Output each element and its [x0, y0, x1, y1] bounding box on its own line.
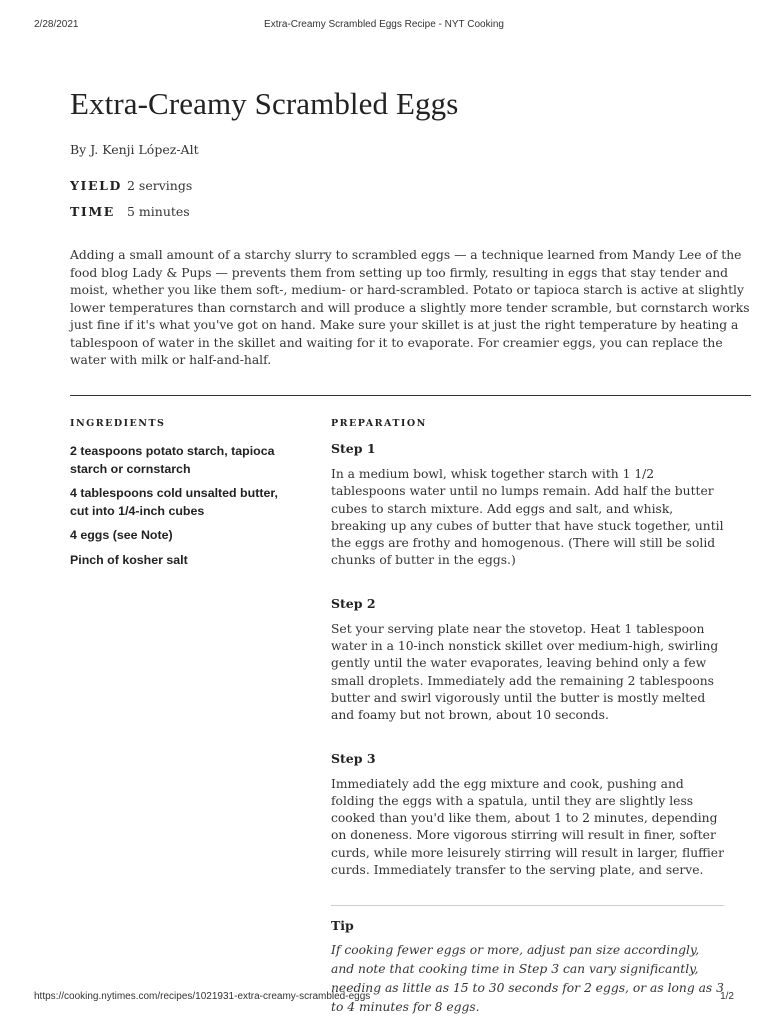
- recipe-byline: By J. Kenji López-Alt: [70, 142, 199, 157]
- step-3: [331, 751, 724, 880]
- step-text: Set your serving plate near the stovetop. Heat 1 tablespoon water in a 10-inch nonstick skillet over medium-high, swirling gently until the water evaporates, leaving behind only a few small droplets. Immediately add the remaining 2 tablespoons butter and swirl vigorously until the butter is mostly melted and foamy but not brown, about 10 seconds.: [331, 621, 719, 723]
- ingredient-item: 4 eggs (see Note): [70, 528, 173, 542]
- yield-label: YIELD: [70, 178, 122, 193]
- preparation-heading: PREPARATION: [331, 418, 427, 429]
- recipe-meta: [70, 178, 751, 230]
- step-title: Step 1: [331, 441, 376, 456]
- ingredient-item: Pinch of kosher salt: [70, 552, 188, 567]
- preparation-column: [331, 418, 724, 1017]
- page-number: 1/2: [720, 991, 734, 1002]
- time-row: [70, 204, 751, 230]
- step-title: Step 3: [331, 750, 376, 766]
- page-url: https://cooking.nytimes.com/recipes/1021931-extra-creamy-scrambled-eggs: [34, 991, 371, 1002]
- tip-divider: [331, 905, 724, 906]
- step-title: Step 2: [331, 595, 376, 611]
- yield-value: 2 servings: [127, 178, 193, 193]
- ingredients-list: [70, 443, 295, 569]
- step-text: In a medium bowl, whisk together starch with 1 1/2 tablespoons water until no lumps remain. Add half the butter cubes to starch mixture. Add eggs and salt, and whisk, breaking up any cubes of butter that have stuck together, until the eggs are frothy and homogenous. (There will still be solid chunks of butter in the eggs.): [331, 467, 724, 568]
- ingredients-heading: INGREDIENTS: [70, 418, 166, 429]
- time-label: TIME: [70, 204, 115, 219]
- ingredients-column: [70, 418, 295, 576]
- print-date: 2/28/2021: [34, 19, 79, 30]
- section-divider: [70, 395, 751, 396]
- ingredient-item: 2 teaspoons potato starch, tapioca starch or cornstarch: [70, 444, 275, 476]
- time-value: 5 minutes: [127, 204, 190, 219]
- step-text: Immediately add the egg mixture and cook, pushing and folding the eggs with a spatula, until they are slightly less cooked than you'd like them, about 1 to 2 minutes, depending on doneness. More vigorous stirring will result in finer, softer curds, while more leisurely stirring will result in larger, fluffier curds. Immediately transfer to the serving plate, and serve.: [331, 776, 724, 878]
- step-1: [331, 441, 724, 570]
- recipe-title: Extra-Creamy Scrambled Eggs: [70, 86, 459, 121]
- tip-text: If cooking fewer eggs or more, adjust pan size accordingly, and note that cooking time in Step 3 can vary significantly, needing as little as 15 to 30 seconds for 2 eggs, or as long as 3 to 4 minutes for 8 eggs.: [331, 943, 724, 1015]
- print-title: Extra-Creamy Scrambled Eggs Recipe - NYT Cooking: [264, 19, 504, 30]
- ingredient-item: 4 tablespoons cold unsalted butter, cut into 1/4-inch cubes: [70, 486, 278, 518]
- tip-title: Tip: [331, 918, 354, 934]
- step-2: [331, 596, 724, 725]
- recipe-intro: Adding a small amount of a starchy slurry to scrambled eggs — a technique learned from Mandy Lee of the food blog Lady & Pups — prevents them from setting up too firmly, resulting in eggs that stay tender and moist, whether you like them soft-, medium- or hard-scrambled. Potato or tapioca starch is active at slightly lower temperatures than cornstarch and will produce a slightly more tender scramble, but cornstarch works just fine if it's what you've got on hand. Make sure your skillet is at just the right temperature by heating a tablespoon of water in the skillet and waiting for it to evaporate. For creamier eggs, you can replace the water with milk or half-and-half.: [70, 248, 750, 367]
- yield-row: [70, 178, 751, 204]
